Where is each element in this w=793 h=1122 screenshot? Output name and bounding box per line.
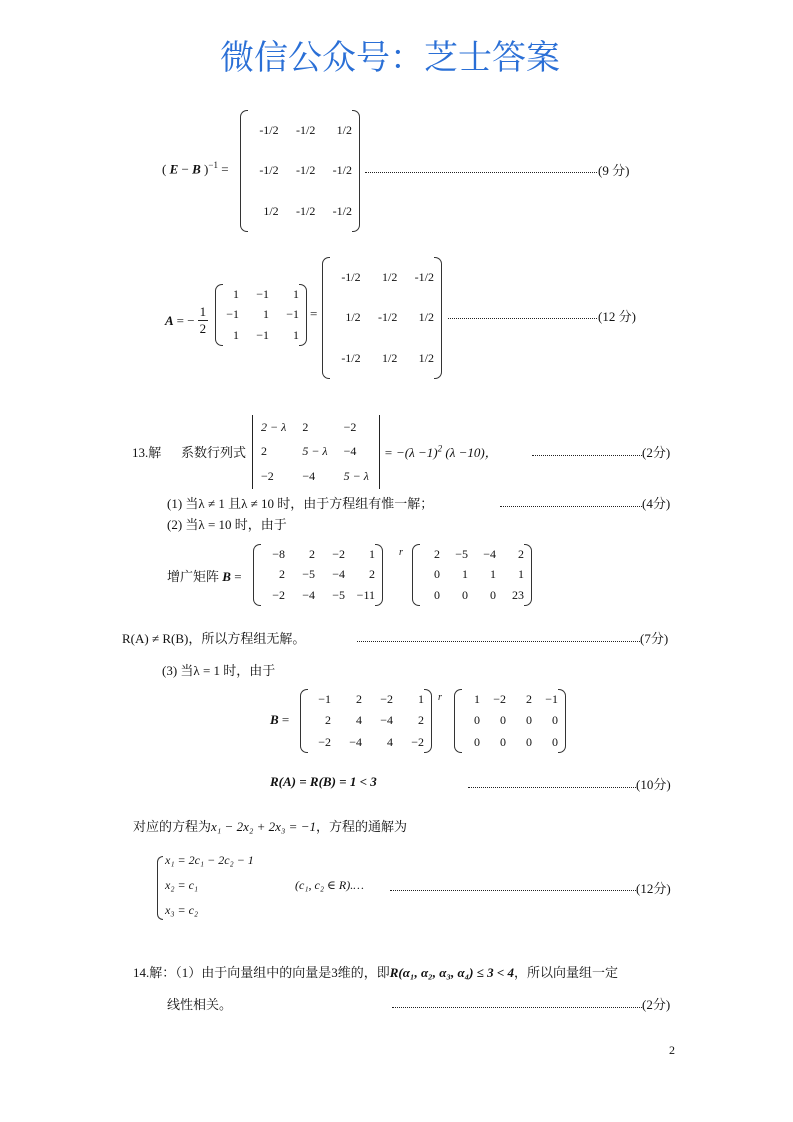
matrix-cell: 0 bbox=[474, 734, 480, 749]
matrix-cell: −5 bbox=[302, 567, 315, 582]
score-10: (10分) bbox=[636, 777, 671, 792]
augmented-matrix bbox=[253, 544, 383, 606]
matrix-cell: 0 bbox=[434, 588, 440, 603]
matrix-cell: 4 bbox=[356, 713, 362, 728]
matrix-cell: 1 bbox=[233, 286, 239, 301]
solution-2: x₂ = c₁ bbox=[165, 878, 199, 892]
matrix-cell: −5 bbox=[455, 546, 468, 561]
equation: x₁ − 2x₂ + 2x₃ = −1 bbox=[211, 819, 316, 834]
B-reduced-matrix bbox=[454, 689, 566, 753]
matrix-cell: −4 bbox=[483, 546, 496, 561]
matrix-cell: −2 bbox=[261, 469, 274, 484]
matrix-cell: −2 bbox=[318, 734, 331, 749]
equals: = bbox=[310, 306, 318, 321]
augmented-label bbox=[167, 566, 242, 585]
matrix-cell: −4 bbox=[332, 567, 345, 582]
q14-text: 14.解：（1）由于向量组中的向量是3维的，即 bbox=[133, 965, 390, 980]
matrix-cell: 1/2 bbox=[418, 310, 434, 325]
q13-label: 13.解 bbox=[132, 445, 162, 460]
matrix-cell: -1/2 bbox=[332, 204, 352, 219]
matrix-cell: −2 bbox=[380, 692, 393, 707]
matrix-cell: −1 bbox=[318, 692, 331, 707]
matrix-cell: 1/2 bbox=[381, 269, 398, 284]
coef-fraction bbox=[198, 304, 209, 337]
matrix-cell: 0 bbox=[500, 713, 506, 728]
matrix-cell: 1 bbox=[518, 567, 524, 582]
score-leader bbox=[448, 318, 597, 319]
aug-label-text: 增广矩阵 bbox=[167, 569, 220, 584]
system-brace bbox=[157, 856, 163, 920]
matrix-cell: 2 bbox=[356, 692, 362, 707]
matrix-cell: −4 bbox=[349, 734, 362, 749]
matrix-cell: 1 bbox=[474, 692, 480, 707]
matrix-cell: 1/2 bbox=[336, 122, 352, 137]
score-leader bbox=[500, 506, 642, 507]
matrix-cell: 1/2 bbox=[345, 310, 361, 325]
matrix-cell: 0 bbox=[526, 734, 532, 749]
matrix-cell: 1 bbox=[490, 567, 496, 582]
symbol-E: E bbox=[169, 161, 179, 177]
matrix-cell: −2 bbox=[332, 546, 345, 561]
matrix-cell: −1 bbox=[226, 307, 239, 322]
matrix-cell: -1/2 bbox=[341, 269, 361, 284]
matrix-cell: 2 bbox=[418, 713, 424, 728]
solution-1: x₁ = 2c₁ − 2c₂ − 1 bbox=[165, 853, 254, 867]
det-result-a: = −(λ −1) bbox=[384, 445, 438, 460]
score-9: (9 分) bbox=[598, 163, 630, 178]
symbol-B: B bbox=[192, 161, 201, 177]
numerator: 1 bbox=[199, 304, 207, 319]
q14-line1 bbox=[133, 962, 618, 981]
matrix-cell: 1 bbox=[418, 692, 424, 707]
row-reduce-arrow: r bbox=[438, 692, 442, 703]
matrix-cell: 1/2 bbox=[381, 351, 398, 366]
inverse-lhs bbox=[162, 160, 229, 177]
equals: = bbox=[221, 161, 229, 177]
A-matrix-integer bbox=[215, 284, 307, 346]
matrix-cell: −8 bbox=[272, 546, 285, 561]
matrix-cell: 2 bbox=[526, 692, 532, 707]
matrix-cell: 4 bbox=[387, 734, 393, 749]
case-3: (3) 当λ = 1 时，由于 bbox=[162, 663, 276, 678]
matrix-cell: 2 bbox=[369, 567, 375, 582]
score-leader bbox=[392, 1007, 642, 1008]
matrix-cell: 2 bbox=[325, 713, 331, 728]
matrix-cell: -1/2 bbox=[259, 122, 279, 137]
equals: = bbox=[234, 569, 242, 584]
matrix-cell: −2 bbox=[272, 588, 285, 603]
score-12: (12 分) bbox=[598, 309, 636, 324]
rank-not-equal: R(A) ≠ R(B)，所以方程组无解。 bbox=[122, 631, 306, 646]
matrix-cell: -1/2 bbox=[295, 163, 316, 178]
q14-line2: 线性相关。 bbox=[167, 997, 233, 1012]
matrix-cell: 1 bbox=[293, 286, 299, 301]
matrix-cell: −11 bbox=[356, 588, 375, 603]
row-reduce-arrow: r bbox=[399, 547, 403, 558]
matrix-cell: −4 bbox=[343, 444, 357, 459]
matrix-cell: 1 bbox=[263, 307, 269, 322]
case-2: (2) 当λ = 10 时，由于 bbox=[167, 517, 287, 532]
score-leader bbox=[365, 172, 597, 173]
matrix-cell: -1/2 bbox=[414, 269, 434, 284]
matrix-cell: 0 bbox=[474, 713, 480, 728]
matrix-cell: 1 bbox=[233, 328, 239, 343]
matrix-cell: 0 bbox=[552, 734, 558, 749]
matrix-cell: 0 bbox=[500, 734, 506, 749]
matrix-cell: 2 − λ bbox=[261, 419, 287, 434]
matrix-cell: 2 bbox=[434, 546, 440, 561]
equals: = bbox=[281, 712, 290, 727]
matrix-cell: -1/2 bbox=[295, 122, 316, 137]
matrix-cell: 1/2 bbox=[418, 351, 434, 366]
score-2b: (2分) bbox=[642, 997, 671, 1012]
score-2: (2分) bbox=[642, 445, 671, 460]
page-number: 2 bbox=[669, 1043, 675, 1057]
watermark: 微信公众号：芝士答案 bbox=[220, 38, 560, 78]
symbol-B: B bbox=[270, 712, 279, 727]
score-4: (4分) bbox=[642, 496, 671, 511]
A-matrix-fraction bbox=[322, 257, 442, 379]
symbol-A: A bbox=[165, 312, 174, 328]
det-label: 系数行列式 bbox=[181, 445, 247, 460]
reduced-matrix bbox=[412, 544, 532, 606]
matrix-cell: 0 bbox=[526, 713, 532, 728]
q14-text: ，所以向量组一定 bbox=[514, 965, 619, 980]
matrix-cell: −5 bbox=[332, 588, 345, 603]
eq-text: 对应的方程为 bbox=[133, 819, 212, 834]
matrix-cell: 2 bbox=[518, 546, 524, 561]
matrix-cell: 5 − λ bbox=[343, 469, 369, 484]
det-result-b: (λ −10)， bbox=[445, 445, 498, 460]
A-lhs bbox=[165, 304, 208, 337]
matrix-cell: −2 bbox=[493, 692, 506, 707]
matrix-cell: 0 bbox=[462, 588, 468, 603]
det-result bbox=[384, 442, 498, 461]
matrix-cell: 2 bbox=[279, 567, 285, 582]
matrix-cell: −2 bbox=[411, 734, 424, 749]
score-12b: (12分) bbox=[636, 881, 671, 896]
case-1: (1) 当λ ≠ 1 且λ ≠ 10 时，由于方程组有惟一解； bbox=[167, 496, 434, 511]
exponent: 2 bbox=[437, 443, 443, 454]
matrix-cell: −4 bbox=[380, 713, 393, 728]
equation-line bbox=[133, 816, 407, 835]
matrix-cell: 1 bbox=[369, 546, 375, 561]
matrix-cell: −1 bbox=[256, 286, 269, 301]
matrix-cell: 0 bbox=[490, 588, 496, 603]
matrix-cell: 0 bbox=[552, 713, 558, 728]
matrix-cell: −2 bbox=[343, 419, 357, 434]
B-matrix bbox=[300, 689, 432, 753]
matrix-cell: −4 bbox=[302, 469, 316, 484]
matrix-cell: 2 bbox=[302, 419, 309, 434]
matrix-cell: 2 bbox=[309, 546, 315, 561]
matrix-cell: 1/2 bbox=[263, 204, 279, 219]
matrix-cell: 0 bbox=[434, 567, 440, 582]
coefficient-determinant bbox=[252, 415, 380, 489]
matrix-cell: -1/2 bbox=[295, 204, 316, 219]
matrix-cell: -1/2 bbox=[341, 351, 361, 366]
score-7: (7分) bbox=[640, 631, 669, 646]
score-leader bbox=[532, 455, 642, 456]
paren: ) bbox=[204, 161, 209, 177]
matrix-cell: −4 bbox=[302, 588, 315, 603]
matrix-cell: -1/2 bbox=[259, 163, 279, 178]
inverse-matrix bbox=[240, 110, 360, 232]
matrix-cell: 2 bbox=[261, 444, 267, 459]
rank-formula: R(α₁, α₂, α₃, α₄) ≤ 3 < 4 bbox=[389, 965, 515, 980]
score-leader bbox=[390, 890, 636, 891]
score-leader bbox=[357, 641, 640, 642]
inverse-exponent: −1 bbox=[208, 160, 218, 170]
matrix-cell: 1 bbox=[462, 567, 468, 582]
equals-minus: = − bbox=[176, 312, 195, 328]
solution-condition: (c₁, c₂ ∈ R).… bbox=[295, 878, 364, 892]
solution-3: x₃ = c₂ bbox=[165, 903, 199, 917]
matrix-cell: 23 bbox=[512, 588, 524, 603]
denominator: 2 bbox=[199, 321, 207, 336]
rank-equal: R(A) = R(B) = 1 < 3 bbox=[270, 774, 377, 789]
matrix-cell: -1/2 bbox=[332, 163, 352, 178]
symbol-B: B bbox=[222, 569, 231, 584]
minus: − bbox=[181, 161, 189, 177]
matrix-cell: −1 bbox=[545, 692, 558, 707]
paren: ( bbox=[162, 161, 167, 177]
matrix-cell: -1/2 bbox=[377, 310, 398, 325]
eq-text: ，方程的通解为 bbox=[315, 819, 407, 834]
score-leader bbox=[468, 787, 636, 788]
B-lhs bbox=[270, 712, 289, 728]
matrix-cell: 1 bbox=[293, 328, 299, 343]
matrix-cell: −1 bbox=[286, 307, 299, 322]
matrix-cell: −1 bbox=[256, 328, 269, 343]
matrix-cell: 5 − λ bbox=[302, 444, 328, 459]
